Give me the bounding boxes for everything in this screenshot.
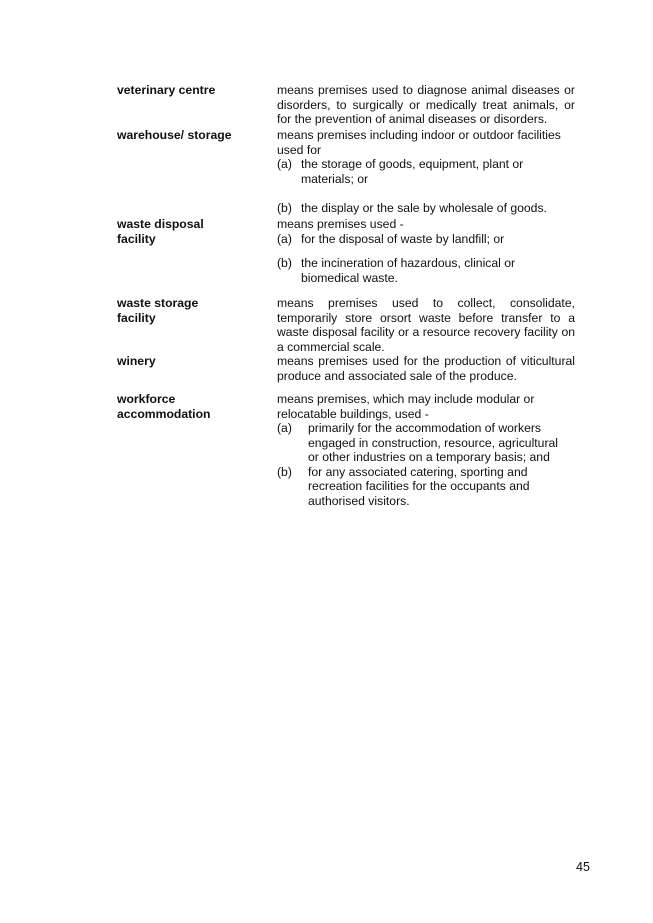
definition-text: means premises used to collect, consolidate, temporarily store orsort waste before transfer to a waste disposal facility or a resource recovery facility on a commercial scale. xyxy=(277,296,575,354)
list-marker: (b) xyxy=(277,256,292,270)
definition-body xyxy=(277,217,575,285)
list-item xyxy=(277,421,567,465)
list-item xyxy=(277,157,575,186)
definition-text: means premises including indoor or outdoor facilities used for xyxy=(277,128,561,157)
term: warehouse/ storage xyxy=(117,128,232,142)
definition-text: means premises used - xyxy=(277,217,404,231)
term: workforce accommodation xyxy=(117,392,211,421)
list-item xyxy=(277,465,567,509)
term: veterinary centre xyxy=(117,83,216,97)
list-marker: (b) xyxy=(277,464,292,479)
list-marker: (b) xyxy=(277,201,292,215)
list-item-text: primarily for the accommodation of workers engaged in construction, resource, agricultural or other industries on a temporary basis; and xyxy=(308,421,558,464)
list-marker: (a) xyxy=(277,157,292,171)
definition-text: means premises used for the production of viticultural produce and associated sale of the produce. xyxy=(277,354,575,383)
definition-body xyxy=(277,128,575,216)
list-item-text: the display or the sale by wholesale of goods. xyxy=(301,201,547,215)
list-item-text: for any associated catering, sporting and recreation facilities for the occupants and authorised visitors. xyxy=(308,464,530,508)
term: winery xyxy=(117,354,156,368)
list-item-text: for the disposal of waste by landfill; or xyxy=(301,231,505,246)
list-item xyxy=(277,256,575,285)
list-item-text: the incineration of hazardous, clinical or biomedical waste. xyxy=(301,256,516,285)
list-item xyxy=(277,232,575,247)
page-number: 45 xyxy=(576,860,590,874)
term: waste disposal facility xyxy=(117,217,204,246)
list-marker: (a) xyxy=(277,231,292,246)
definition-body xyxy=(277,392,567,508)
term: waste storage facility xyxy=(117,296,199,325)
list-item xyxy=(277,201,575,216)
list-item-text: the storage of goods, equipment, plant or materials; or xyxy=(301,157,524,186)
definition-text: means premises, which may include modular or relocatable buildings, used - xyxy=(277,392,535,421)
list-marker: (a) xyxy=(277,421,292,435)
definition-text: means premises used to diagnose animal diseases or disorders, to surgically or medically treat animals, or for the prevention of animal diseases or disorders. xyxy=(277,83,575,126)
